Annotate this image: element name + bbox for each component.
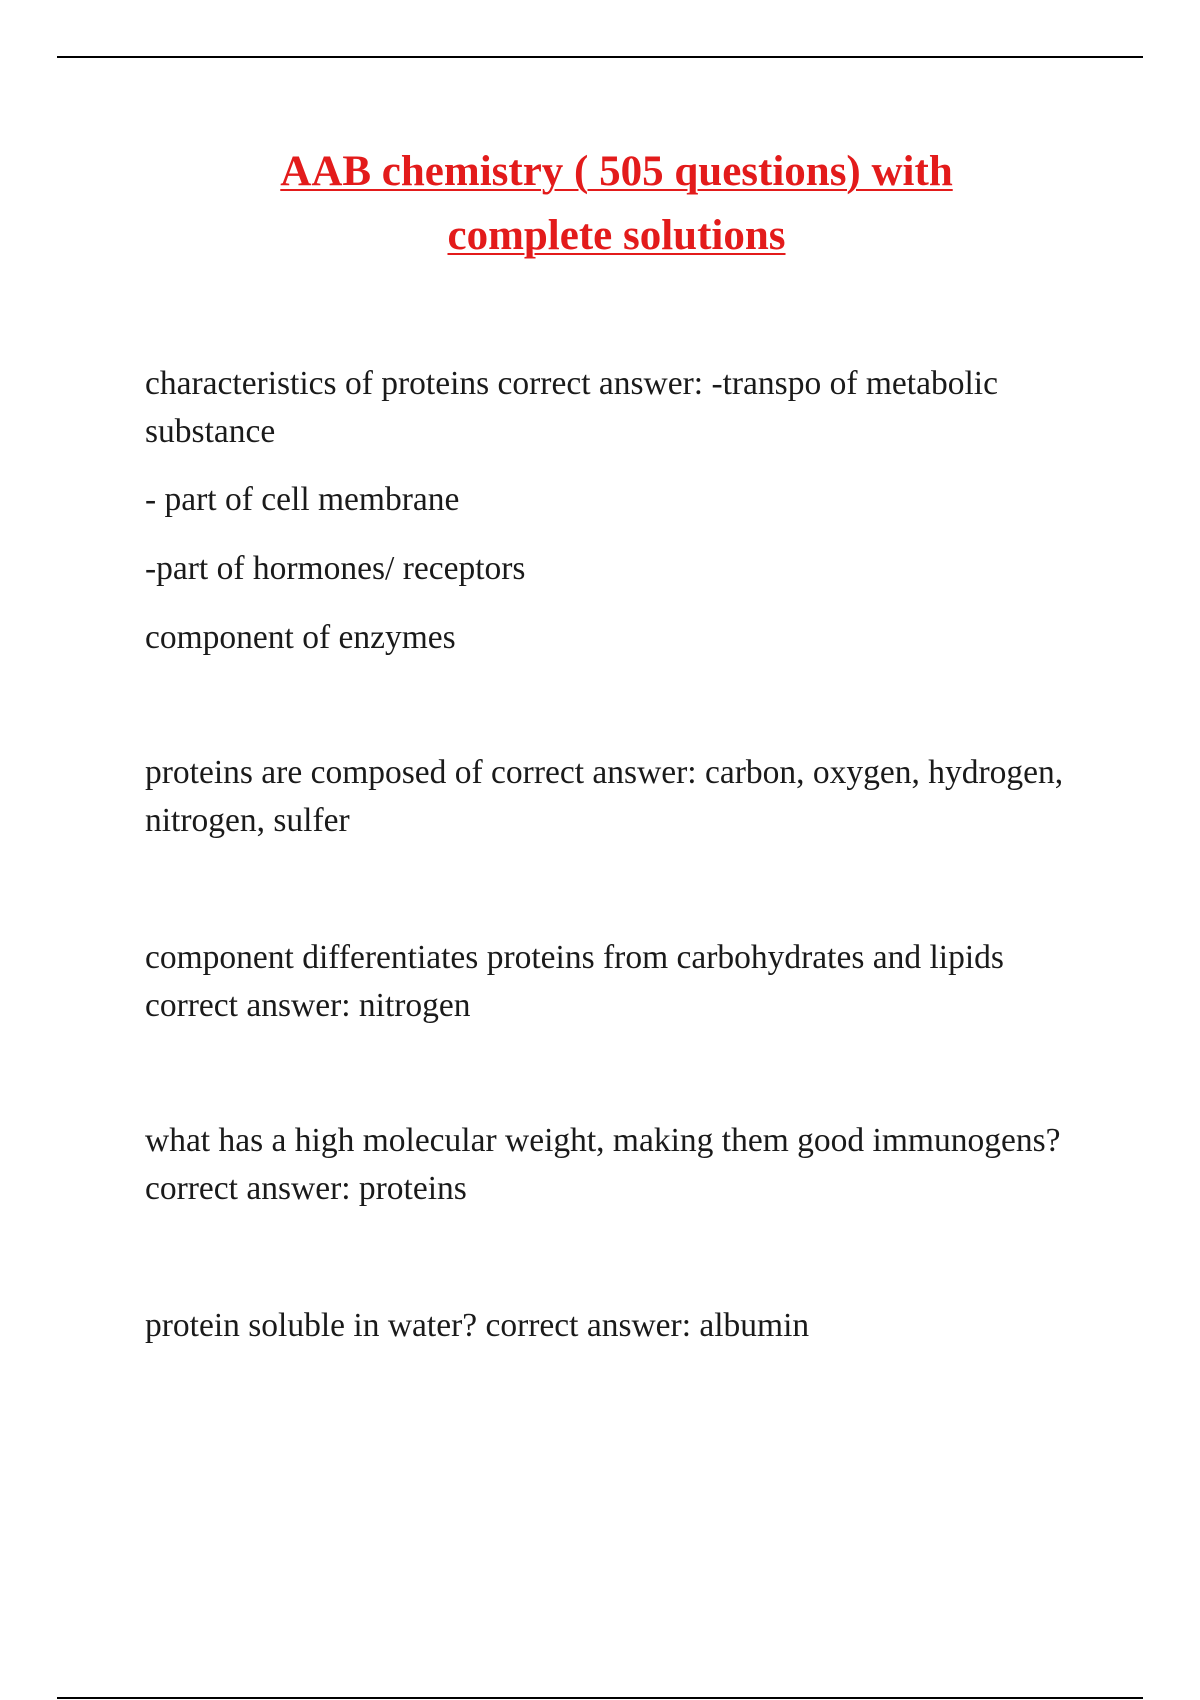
document-title <box>120 140 1113 268</box>
qa-entry-nitrogen: component differentiates proteins from carbohydrates and lipids correct answer: nitrogen <box>145 939 1004 1024</box>
qa-entry-hormones-receptors: -part of hormones/ receptors <box>145 550 526 587</box>
qa-entry-protein-composition: proteins are composed of correct answer: carbon, oxygen, hydrogen, nitrogen, sulfer <box>145 754 1064 839</box>
header-rule <box>57 56 1143 58</box>
qa-entry-proteins-characteristics: characteristics of proteins correct answer: -transpo of metabolic substance <box>145 365 998 450</box>
title-line-1: AAB chemistry ( 505 questions) with <box>280 148 953 195</box>
qa-entry-immunogens: what has a high molecular weight, making them good immunogens? correct answer: proteins <box>145 1122 1061 1207</box>
footer-rule <box>57 1697 1143 1699</box>
qa-entry-cell-membrane: - part of cell membrane <box>145 481 460 518</box>
qa-entry-albumin: protein soluble in water? correct answer: albumin <box>145 1307 810 1344</box>
title-line-2: complete solutions <box>447 212 786 259</box>
qa-entry-enzymes: component of enzymes <box>145 619 456 656</box>
